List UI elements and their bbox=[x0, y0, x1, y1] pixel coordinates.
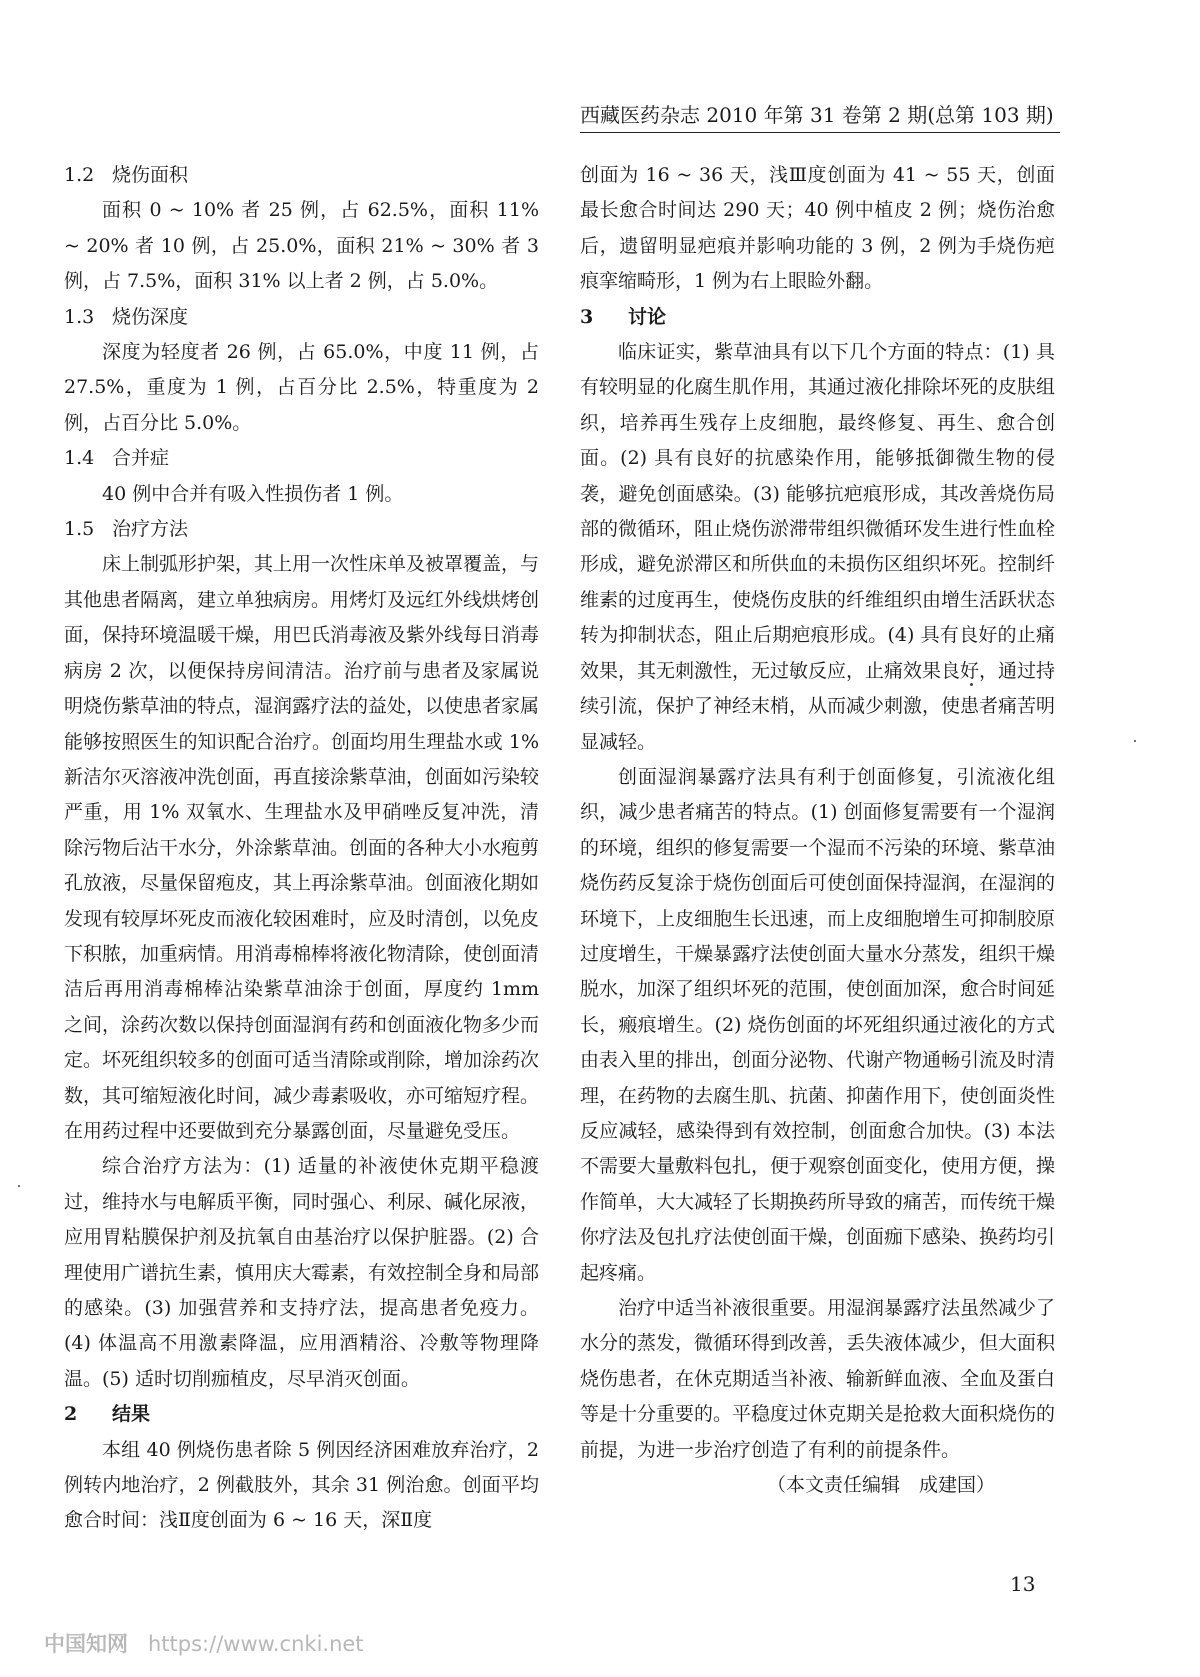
paragraph-continued: 创面为 16 ~ 36 天，浅Ⅲ度创面为 41 ~ 55 天，创面最长愈合时间达 290 天；40 例中植皮 2 例；烧伤治愈后，遗留明显疤痕并影响功能的 3 例，2 例为手烧伤疤痕挛缩畸形，1 例为右上眼睑外翻。 bbox=[580, 164, 1055, 293]
section-heading bbox=[580, 300, 1055, 335]
paragraph: 创面湿润暴露疗法具有利于创面修复，引流液化组织，减少患者痛苦的特点。(1) 创面修复需要有一个湿润的环境，组织的修复需要一个湿而不污染的环境、紫草油烧伤药反复涂于烧伤创面后可使创面保持湿润，在湿润的环境下，上皮细胞生长迅速，而上皮细胞增生可抑制胶原过度增生，干燥暴露疗法使创面大量水分蒸发，组织干燥脱水，加深了组织坏死的范围，使创面加深，愈合时间延长，瘢痕增生。(2) 烧伤创面的坏死组织通过液化的方式由表入里的排出，创面分泌物、代谢产物通畅引流及时清理，在药物的去腐生肌、抗菌、抑菌作用下，使创面炎性反应减轻，感染得到有效控制，创面愈合加快。(3) 本法不需要大量敷料包扎，便于观察创面变化，使用方便，操作简单，大大减轻了长期换药所导致的痛苦，而传统干燥你疗法及包扎疗法使创面干燥，创面痂下感染、换药均引起疼痛。 bbox=[580, 765, 1056, 1284]
paragraph: 本组 40 例烧伤患者除 5 例因经济困难放弃治疗，2 例转内地治疗，2 例截肢外，其余 31 例治愈。创面平均愈合时间：浅Ⅱ度创面为 6 ~ 16 天，深Ⅱ度 bbox=[64, 1438, 539, 1532]
paragraph: 40 例中合并有吸入性损伤者 1 例。 bbox=[102, 482, 404, 505]
journal-header-text: 西藏医药杂志 2010 年第 31 卷第 2 期(总第 103 期) bbox=[580, 103, 1054, 127]
section-number: 1.2 bbox=[64, 164, 95, 186]
journal-header bbox=[580, 100, 1060, 133]
section-heading bbox=[64, 441, 539, 476]
section-number: 3 bbox=[580, 305, 594, 328]
section-title: 讨论 bbox=[628, 305, 667, 328]
section-title: 治疗方法 bbox=[112, 518, 189, 541]
section-number: 1.5 bbox=[64, 518, 95, 541]
paragraph: 治疗中适当补液很重要。用湿润暴露疗法虽然减少了水分的蒸发，微循环得到改善，丢失液体减少，但大面积烧伤患者，在休克期适当补液、输新鲜血液、全血及蛋白等是十分重要的。平稳度过休克期关是抢救大面积烧伤的前提，为进一步治疗创造了有利的前提条件。 bbox=[580, 1297, 1056, 1461]
paragraph: 面积 0 ~ 10% 者 25 例，占 62.5%，面积 11% ~ 20% 者 10 例，占 25.0%，面积 21% ~ 30% 者 3 例，占 7.5%，面积 31% 以上者 2 例，占 5.0%。 bbox=[64, 199, 539, 293]
left-column bbox=[64, 158, 539, 1539]
paragraph: 床上制弧形护架，其上用一次性床单及被罩覆盖，与其他患者隔离，建立单独病房。用烤灯及远红外线烘烤创面，保持环境温暖干燥，用巴氏消毒液及紫外线每日消毒病房 2 次，以便保持房间清洁。治疗前与患者及家属说明烧伤紫草油的特点，湿润露疗法的益处，以使患者家属能够按照医生的知识配合治疗。创面均用生理盐水或 1% 新洁尔灭溶液冲洗创面，再直接涂紫草油，创面如污染较严重，用 1% 双氧水、生理盐水及甲硝唑反复冲洗，清除污物后沾干水分，外涂紫草油。创面的各种大小水疱剪孔放液，尽量保留疱皮，其上再涂紫草油。创面液化期如发现有较厚坏死皮而液化较困难时，应及时清创，以免皮下积脓，加重病情。用消毒棉棒将液化物清除，使创面清洁后再用消毒棉棒沾染紫草油涂于创面，厚度约 1mm 之间，涂药次数以保持创面湿润有药和创面液化物多少而定。坏死组织较多的创面可适当清除或削除，增加涂药次数，其可缩短液化时间，减少毒素吸收，亦可缩短疗程。在用药过程中还要做到充分暴露创面，尽量避免受压。 bbox=[64, 553, 540, 1142]
responsible-editor: （本文责任编辑 成建国） bbox=[766, 1474, 995, 1497]
section-number: 2 bbox=[64, 1403, 78, 1426]
section-title: 合并症 bbox=[112, 447, 170, 470]
section-title: 烧伤面积 bbox=[112, 164, 189, 186]
section-heading bbox=[64, 300, 539, 335]
section-heading bbox=[64, 1397, 539, 1432]
section-heading bbox=[64, 512, 539, 547]
scan-speck bbox=[18, 1185, 20, 1187]
cnki-watermark bbox=[44, 1628, 364, 1658]
paragraph: 综合治疗方法为：(1) 适量的补液使休克期平稳渡过，维持水与电解质平衡，同时强心、利尿、碱化尿液，应用胃粘膜保护剂及抗氧自由基治疗以保护脏器。(2) 合理使用广谱抗生素，慎用庆大霉素，有效控制全身和局部的感染。(3) 加强营养和支持疗法，提高患者免疫力。(4) 体温高不用激素降温，应用酒精浴、冷敷等物理降温。(5) 适时切削痂植皮，尽早消灭创面。 bbox=[64, 1155, 540, 1390]
scan-speck bbox=[970, 683, 973, 686]
section-heading bbox=[64, 158, 539, 193]
watermark-url: https://www.cnki.net bbox=[148, 1632, 364, 1656]
section-title: 烧伤深度 bbox=[112, 305, 189, 328]
section-number: 1.4 bbox=[64, 447, 95, 470]
section-number: 1.3 bbox=[64, 305, 95, 328]
paragraph: 临床证实，紫草油具有以下几个方面的特点：(1) 具有较明显的化腐生肌作用，其通过液化排除坏死的皮肤组织，培养再生残存上皮细胞，最终修复、再生、愈合创面。(2) 具有良好的抗感染作用，能够抵御微生物的侵袭，避免创面感染。(3) 能够抗疤痕形成，其改善烧伤局部的微循环，阻止烧伤淤滞带组织微循环发生进行性血栓形成，避免淤滞区和所供血的未损伤区组织坏死。控制纤维素的过度再生，使烧伤皮肤的纤维组织由增生活跃状态转为抑制状态，阻止后期疤痕形成。(4) 具有良好的止痛效果，其无刺激性，无过敏反应，止痛效果良好，通过持续引流，保护了神经末梢，从而减少刺激，使患者痛苦明显减轻。 bbox=[580, 341, 1056, 753]
scan-speck bbox=[1134, 740, 1136, 742]
section-title: 结果 bbox=[112, 1403, 151, 1426]
right-column bbox=[580, 158, 1055, 1503]
paragraph: 深度为轻度者 26 例，占 65.0%，中度 11 例，占 27.5%，重度为 1 例，占百分比 2.5%，特重度为 2 例，占百分比 5.0%。 bbox=[64, 341, 539, 434]
page-number: 13 bbox=[1010, 1572, 1036, 1596]
watermark-brand: 中国知网 bbox=[44, 1632, 128, 1656]
